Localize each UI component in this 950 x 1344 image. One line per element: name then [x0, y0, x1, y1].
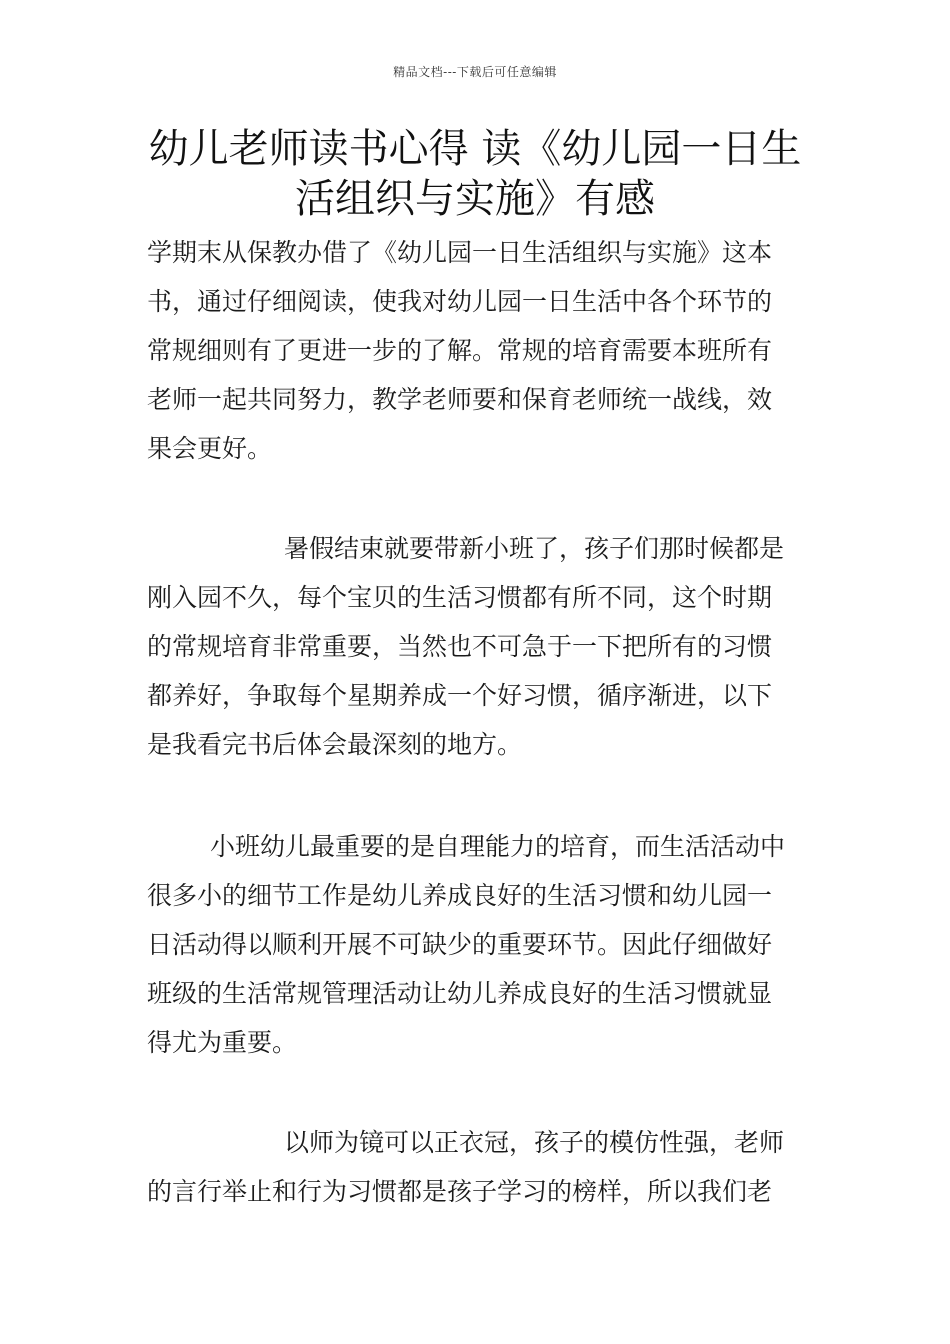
paragraph-line: 都养好，争取每个星期养成一个好习惯，循序渐进，以下	[147, 681, 773, 710]
paragraph-3	[147, 822, 807, 1067]
title-line-2: 活组织与实施》有感	[295, 176, 655, 222]
paragraph-line: 老师一起共同努力，教学老师要和保育老师统一战线，效	[147, 385, 773, 414]
paragraph-line: 学期末从保教办借了《幼儿园一日生活组织与实施》这本	[147, 238, 773, 267]
paragraph-line: 的常规培育非常重要，当然也不可急于一下把所有的习惯	[147, 632, 773, 661]
paragraph-line: 果会更好。	[147, 434, 273, 463]
paragraph-line: 很多小的细节工作是幼儿养成良好的生活习惯和幼儿园一	[147, 881, 773, 910]
paragraph-4	[147, 1118, 807, 1216]
paragraph-line: 暑假结束就要带新小班了，孩子们那时候都是	[284, 534, 785, 563]
paragraph-line: 得尤为重要。	[147, 1028, 298, 1057]
paragraph-line: 常规细则有了更进一步的了解。常规的培育需要本班所有	[147, 336, 773, 365]
paragraph-line: 是我看完书后体会最深刻的地方。	[147, 730, 523, 759]
paragraph-2	[147, 524, 807, 769]
paragraph-1	[147, 228, 807, 473]
title-line-1: 幼儿老师读书心得 读《幼儿园一日生	[148, 126, 802, 172]
paragraph-line: 日活动得以顺利开展不可缺少的重要环节。因此仔细做好	[147, 930, 773, 959]
paragraph-line: 书，通过仔细阅读，使我对幼儿园一日生活中各个环节的	[147, 287, 773, 316]
paragraph-line: 以师为镜可以正衣冠，孩子的模仿性强，老师	[284, 1128, 785, 1157]
document-title	[145, 124, 805, 224]
paragraph-line: 刚入园不久，每个宝贝的生活习惯都有所不同，这个时期	[147, 583, 773, 612]
paragraph-line: 班级的生活常规管理活动让幼儿养成良好的生活习惯就显	[147, 979, 773, 1008]
paragraph-line: 小班幼儿最重要的是自理能力的培育，而生活活动中	[210, 832, 786, 861]
paragraph-line: 的言行举止和行为习惯都是孩子学习的榜样，所以我们老	[147, 1177, 773, 1206]
page-header: 精品文档---下载后可任意编辑	[393, 65, 557, 79]
